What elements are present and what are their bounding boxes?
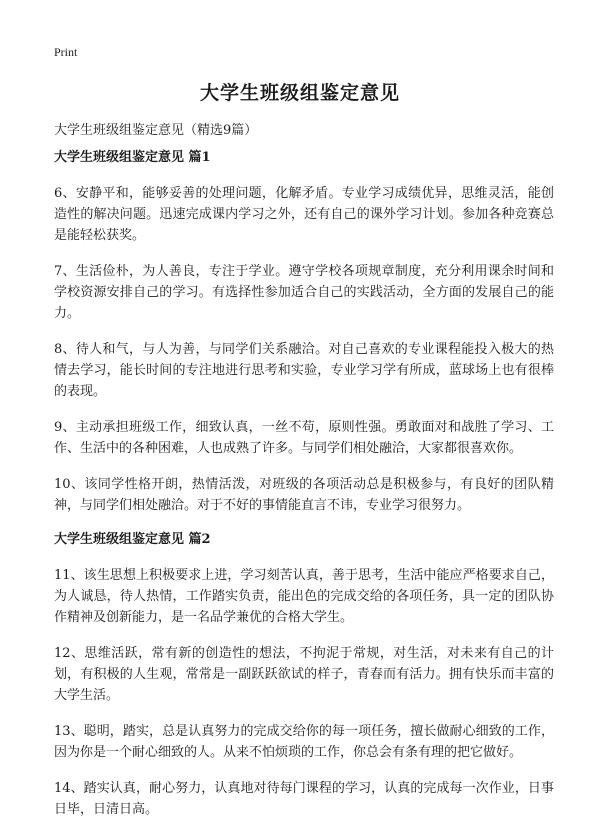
paragraph: 7、生活俭朴，为人善良，专注于学业。遵守学校各项规章制度，充分利用课余时间和学校资源安排自己的学习。有选择性参加适合自己的实践活动，全方面的发展自己的能力。 — [54, 264, 554, 321]
paragraph: 14、踏实认真，耐心努力，认真地对待每门课程的学习，认真的完成每一次作业，日事日毕，日清日高。 — [54, 781, 554, 817]
paragraph: 12、思维活跃，常有新的创造性的想法，不拘泥于常规，对生活，对未来有自己的计划，有积极的人生观，常常是一副跃跃欲试的样子，青春而有活力。拥有快乐而丰富的大学生活。 — [54, 646, 554, 703]
section-heading: 大学生班级组鉴定意见 篇1 — [54, 150, 211, 165]
document-title: 大学生班级组鉴定意见 — [199, 82, 400, 104]
section-heading: 大学生班级组鉴定意见 篇2 — [54, 532, 211, 547]
section-1 — [54, 149, 554, 516]
document-body — [54, 149, 554, 835]
paragraph: 8、待人和气，与人为善，与同学们关系融洽。对自己喜欢的专业课程能投入极大的热情去学习，能长时间的专注地进行思考和实验，专业学习学有所成，蓝球场上也有很棒的表现。 — [54, 342, 554, 399]
section-2 — [54, 531, 554, 820]
paragraph: 6、安静平和，能够妥善的处理问题，化解矛盾。专业学习成绩优异，思维灵活，能创造性的解决问题。迅速完成课内学习之外，还有自己的课外学习计划。参加各种竞赛总是能轻松获奖。 — [54, 186, 554, 243]
print-link[interactable]: Print — [54, 45, 78, 59]
paragraph: 11、该生思想上积极要求上进，学习刻苦认真，善于思考，生活中能应严格要求自己，为人诚恳，待人热情，工作踏实负责，能出色的完成交给的各项任务，具一定的团队协作精神及创新能力，是一名品学兼优的合格大学生。 — [54, 568, 554, 625]
paragraph: 10、该同学性格开朗，热情活泼，对班级的各项活动总是积极参与，有良好的团队精神，与同学们相处融洽。对于不好的事情能直言不讳，专业学习很努力。 — [54, 477, 554, 513]
paragraph: 9、主动承担班级工作，细致认真，一丝不苟，原则性强。勇敢面对和战胜了学习、工作、生活中的各种困难，人也成熟了许多。与同学们相处融洽，大家都很喜欢你。 — [54, 420, 554, 456]
paragraph: 13、聪明，踏实，总是认真努力的完成交给你的每一项任务，擅长做耐心细致的工作，因为你是一个耐心细致的人。从来不怕烦琐的工作，你总会有条有理的把它做好。 — [54, 724, 554, 760]
document-subtitle: 大学生班级组鉴定意见（精选9篇） — [54, 123, 258, 138]
